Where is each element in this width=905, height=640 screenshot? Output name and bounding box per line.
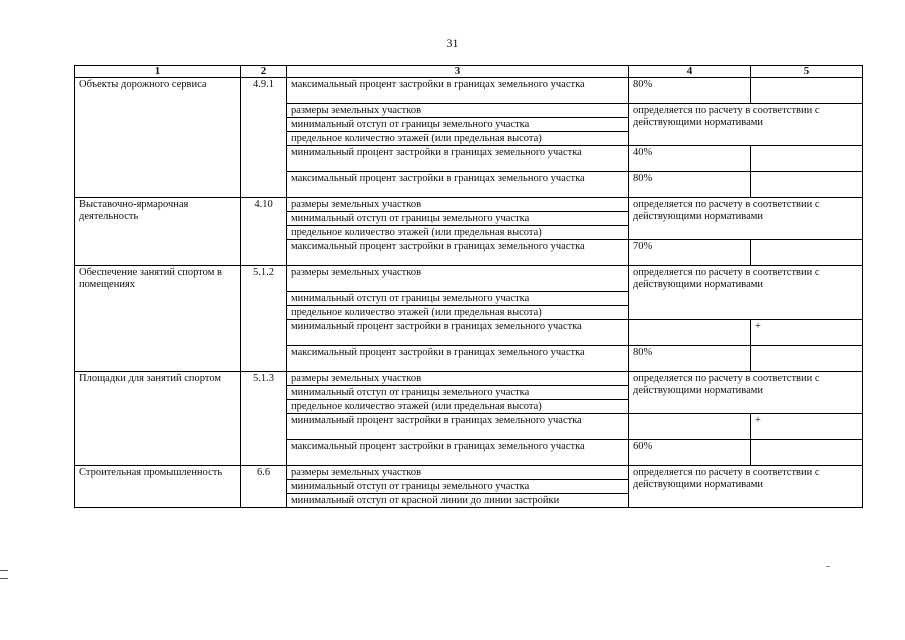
parameter-cell: минимальный процент застройки в границах земельного участка [287, 320, 629, 346]
col-header-4: 4 [629, 66, 751, 78]
regulations-table [74, 65, 863, 508]
requirement-cell: определяется по расчету в соответствии с действующими нормативами [629, 372, 863, 414]
parameter-cell: минимальный отступ от границы земельного участка [287, 386, 629, 400]
parameter-cell: минимальный процент застройки в границах земельного участка [287, 414, 629, 440]
value-col4-cell: 40% [629, 146, 751, 172]
value-col4-cell: 60% [629, 440, 751, 466]
requirement-cell: определяется по расчету в соответствии с действующими нормативами [629, 466, 863, 508]
requirement-cell: определяется по расчету в соответствии с действующими нормативами [629, 104, 863, 146]
value-col5-cell: + [751, 414, 863, 440]
group-code-cell: 5.1.2 [241, 266, 287, 372]
value-col4-cell: 80% [629, 172, 751, 198]
scan-edge-mark [0, 578, 8, 579]
parameter-cell: предельное количество этажей (или предельная высота) [287, 306, 629, 320]
col-header-2: 2 [241, 66, 287, 78]
parameter-cell: размеры земельных участков [287, 372, 629, 386]
parameter-cell: минимальный отступ от границы земельного участка [287, 480, 629, 494]
parameter-cell: максимальный процент застройки в границах земельного участка [287, 240, 629, 266]
value-col5-cell [751, 240, 863, 266]
scan-edge-mark [0, 570, 8, 571]
group-code-cell: 6.6 [241, 466, 287, 508]
group-name-cell: Выставочно-ярмарочная деятельность [75, 198, 241, 266]
table-row [75, 78, 863, 104]
parameter-cell: минимальный отступ от красной линии до линии застройки [287, 494, 629, 508]
table-body [75, 78, 863, 508]
group-code-cell: 4.10 [241, 198, 287, 266]
value-col5-cell [751, 346, 863, 372]
parameter-cell: минимальный отступ от границы земельного участка [287, 212, 629, 226]
group-name-cell: Строительная промышленность [75, 466, 241, 508]
value-col4-cell: 80% [629, 346, 751, 372]
col-header-1: 1 [75, 66, 241, 78]
value-col5-cell: + [751, 320, 863, 346]
requirement-cell: определяется по расчету в соответствии с действующими нормативами [629, 266, 863, 320]
group-code-cell: 5.1.3 [241, 372, 287, 466]
requirement-cell: определяется по расчету в соответствии с действующими нормативами [629, 198, 863, 240]
col-header-5: 5 [751, 66, 863, 78]
parameter-cell: максимальный процент застройки в границах земельного участка [287, 346, 629, 372]
parameter-cell: максимальный процент застройки в границах земельного участка [287, 172, 629, 198]
scan-dot [826, 566, 830, 567]
parameter-cell: максимальный процент застройки в границах земельного участка [287, 78, 629, 104]
group-name-cell: Площадки для занятий спортом [75, 372, 241, 466]
header-row [75, 66, 863, 78]
parameter-cell: предельное количество этажей (или предельная высота) [287, 132, 629, 146]
page-number: 31 [446, 36, 459, 50]
value-col5-cell [751, 172, 863, 198]
value-col4-cell: 70% [629, 240, 751, 266]
value-col4-cell [629, 320, 751, 346]
value-col4-cell: 80% [629, 78, 751, 104]
value-col4-cell [629, 414, 751, 440]
group-code-cell: 4.9.1 [241, 78, 287, 198]
table-row [75, 372, 863, 386]
group-name-cell: Обеспечение занятий спортом в помещениях [75, 266, 241, 372]
value-col5-cell [751, 78, 863, 104]
parameter-cell: предельное количество этажей (или предельная высота) [287, 400, 629, 414]
parameter-cell: размеры земельных участков [287, 266, 629, 292]
value-col5-cell [751, 146, 863, 172]
group-name-cell: Объекты дорожного сервиса [75, 78, 241, 198]
parameter-cell: минимальный отступ от границы земельного участка [287, 292, 629, 306]
parameter-cell: минимальный отступ от границы земельного участка [287, 118, 629, 132]
parameter-cell: размеры земельных участков [287, 104, 629, 118]
value-col5-cell [751, 440, 863, 466]
table-row [75, 466, 863, 480]
table-row [75, 266, 863, 292]
parameter-cell: предельное количество этажей (или предельная высота) [287, 226, 629, 240]
col-header-3: 3 [287, 66, 629, 78]
table-row [75, 198, 863, 212]
parameter-cell: размеры земельных участков [287, 198, 629, 212]
parameter-cell: минимальный процент застройки в границах земельного участка [287, 146, 629, 172]
parameter-cell: максимальный процент застройки в границах земельного участка [287, 440, 629, 466]
parameter-cell: размеры земельных участков [287, 466, 629, 480]
